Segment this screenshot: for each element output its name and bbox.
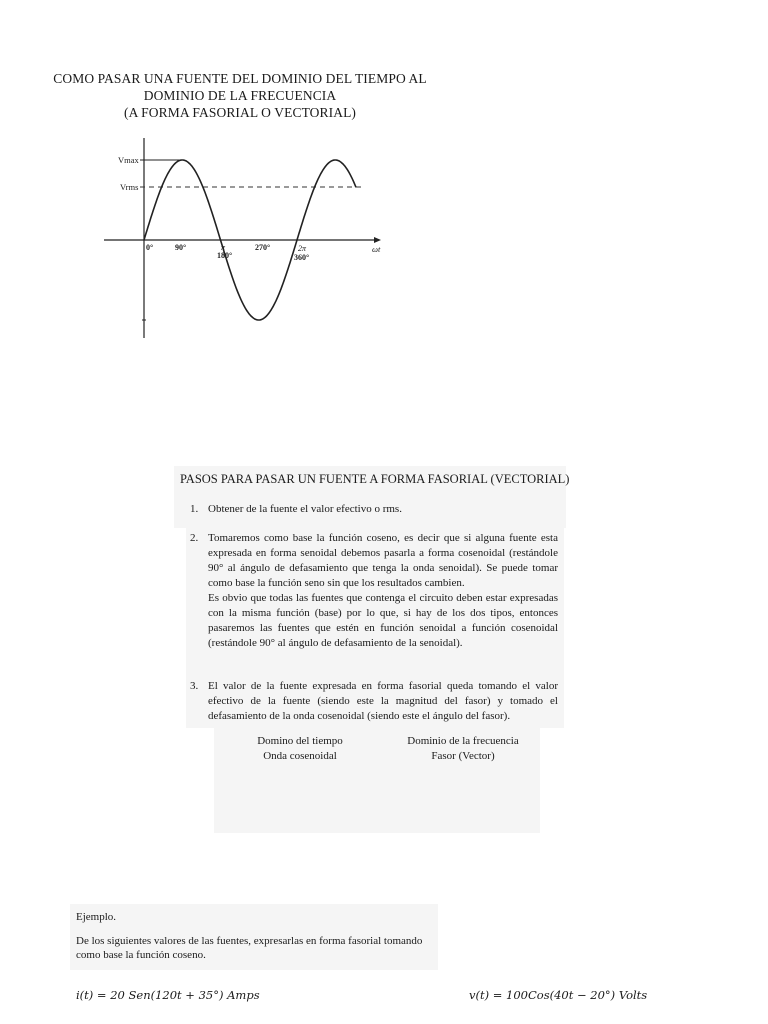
step-2-text-b: Es obvio que todas las fuentes que contenga el circuito deben estar expresadas con la misma función (base) por lo que, si hay de los dos tipos, entonces pasaremos las fuentes que estén en función senoidal a función cosenoidal (restándole 90° al ángulo de defasamiento de la senoidal). <box>208 592 558 649</box>
current-equation: i(t) = 20 Sen(120t + 35°) Amps <box>76 988 260 1002</box>
step-1-text: Obtener de la fuente el valor efectivo o rms. <box>208 503 402 515</box>
tick-label-90: 90° <box>175 243 187 252</box>
time-domain-label: Domino del tiempo <box>257 735 343 747</box>
vrms-label: Vrms <box>120 182 139 192</box>
tick-label-pi: π <box>221 243 226 252</box>
time-domain-column <box>245 734 355 764</box>
title-line-2: DOMINIO DE LA FRECUENCIA <box>143 88 337 103</box>
example-label: Ejemplo. <box>76 911 117 923</box>
tick-label-270: 270° <box>255 243 271 252</box>
page-title <box>40 70 440 121</box>
x-axis-arrow-icon <box>374 237 381 243</box>
step-3 <box>190 679 558 724</box>
frequency-domain-sub: Fasor (Vector) <box>431 750 495 762</box>
step-1-number: 1. <box>190 503 199 515</box>
step-2-number: 2. <box>190 532 199 544</box>
tick-label-0: 0° <box>146 243 154 252</box>
title-line-1: COMO PASAR UNA FUENTE DEL DOMINIO DEL TIEMPO AL <box>53 71 427 86</box>
step-3-number: 3. <box>190 680 199 692</box>
voltage-equation: v(t) = 100Cos(40t − 20°) Volts <box>469 988 648 1002</box>
pasos-heading: PASOS PARA PASAR UN FUENTE A FORMA FASORIAL (VECTORIAL) <box>180 472 570 486</box>
frequency-domain-column <box>398 734 528 764</box>
frequency-domain-label: Dominio de la frecuencia <box>407 735 519 747</box>
example-description: De los siguientes valores de las fuentes, expresarlas en forma fasorial tomando como base la función coseno. <box>76 935 423 961</box>
step-2 <box>190 531 558 651</box>
tick-label-180: 180° <box>217 251 233 260</box>
vmax-label: Vmax <box>118 155 139 165</box>
step-3-text: El valor de la fuente expresada en forma fasorial queda tomando el valor efectivo de la fuente (siendo este la magnitud del fasor) y tomado el defasamiento de la onda cosenoidal (siendo este el ángulo del fasor). <box>208 680 558 722</box>
step-2-text-a: Tomaremos como base la función coseno, es decir que si alguna fuente esta expresada en forma senoidal debemos pasarla a forma cosenoidal (restándole 90° al ángulo de defasamiento que tenga la onda senoidal). Se puede tomar como base la función seno sin que los resultados cambien. <box>208 532 558 589</box>
tick-label-360: 360° <box>294 253 310 262</box>
step-1 <box>190 502 558 517</box>
sine-wave-diagram <box>90 138 390 343</box>
title-line-3: (A FORMA FASORIAL O VECTORIAL) <box>123 105 357 120</box>
axis-label-omega-t: ωt <box>372 244 381 254</box>
tick-label-2pi: 2π <box>298 244 307 253</box>
time-domain-sub: Onda cosenoidal <box>263 750 337 762</box>
